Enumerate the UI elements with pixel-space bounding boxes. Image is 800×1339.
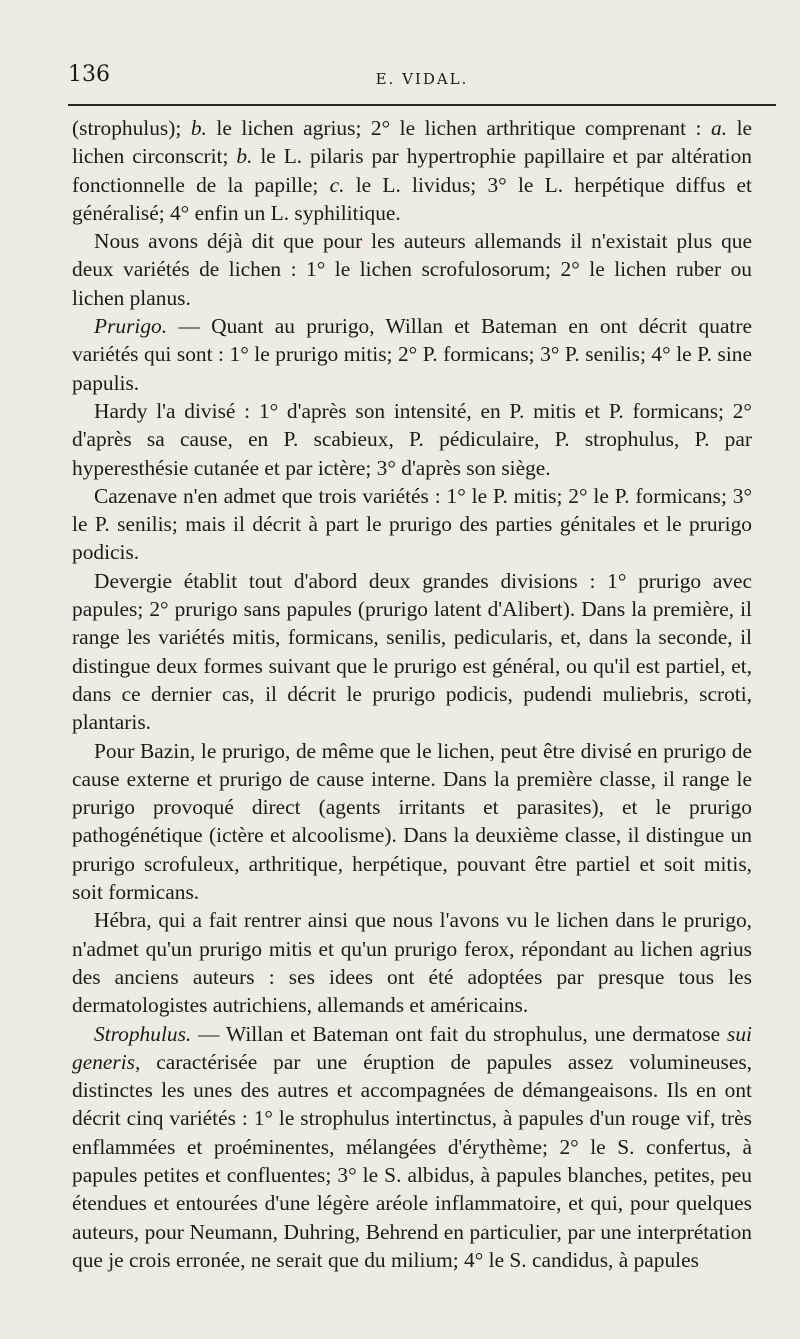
text-run: le lichen agrius; 2° le lichen arthritique comprenant : — [206, 116, 711, 140]
text-run: le L. pilaris par hypertrophie papillaire et par altération fonctionnelle de la papille; — [72, 144, 752, 197]
paragraph — [72, 312, 752, 397]
text-run: (strophulus); — [72, 116, 191, 140]
text-run: Pour Bazin, le prurigo, de même que le lichen, peut être divisé en prurigo de cause externe et prurigo de cause interne. Dans la première classe, il range le prurigo provoqué direct (agents irritants et parasites), et le prurigo pathogénétique (ictère et alcoolisme). Dans la deuxième classe, il distingue un prurigo scrofuleux, arthritique, herpétique, pouvant être partiel et soit mitis, soit formicans. — [72, 738, 752, 905]
italic-run: a. — [711, 116, 728, 140]
text-run: Nous avons déjà dit que pour les auteurs allemands il n'existait plus que deux variétés de lichen : 1° le lichen scrofulosorum; 2° le lichen ruber ou lichen planus. — [72, 229, 752, 310]
text-run: Devergie établit tout d'abord deux grandes divisions : 1° prurigo avec papules; 2° prurigo sans papules (prurigo latent d'Alibert). Dans la première, il range les variétés mitis, formicans, senilis, pedicularis, et, dans la seconde, il distingue deux formes suivant que le prurigo est général, ou qu'il est partiel, et, dans ce dernier cas, il décrit le prurigo podicis, pudendi muliebris, scroti, plantaris. — [72, 568, 752, 735]
text-run: Hardy l'a divisé : 1° d'après son intensité, en P. mitis et P. formicans; 2° d'après sa cause, en P. scabieux, P. pédiculaire, P. strophulus, P. par hyperesthésie cutanée et par ictère; 3° d'après son siège. — [72, 398, 752, 480]
italic-run: Prurigo. — [94, 314, 168, 339]
italic-run: Strophulus. — [94, 1021, 192, 1046]
paragraph — [72, 737, 752, 907]
text-run: le lichen circonscrit; — [72, 116, 753, 169]
paragraph — [72, 114, 752, 227]
text-run: Cazenave n'en admet que trois variétés : 1° le P. mitis; 2° le P. formicans; 3° le P. senilis; mais il décrit à part le prurigo des parties génitales et le prurigo podicis. — [72, 483, 752, 565]
paragraph — [72, 227, 752, 312]
header-rule — [68, 104, 776, 106]
italic-run: b. — [236, 144, 253, 169]
text-run: Hébra, qui a fait rentrer ainsi que nous l'avons vu le lichen dans le prurigo, n'admet qu'un prurigo mitis et qu'un prurigo ferox, répondant au lichen agrius des anciens auteurs : ses idees ont été adoptées par presque tous les dermatologistes autrichiens, allemands et américains. — [72, 908, 752, 1018]
italic-run: sui generis, — [72, 1021, 752, 1074]
paragraph — [72, 482, 752, 567]
text-run: le L. lividus; 3° le L. herpétique diffus et généralisé; 4° enfin un L. syphilitique. — [72, 172, 752, 225]
page-header — [68, 62, 776, 92]
italic-run: b. — [190, 116, 207, 140]
text-run: — Willan et Bateman ont fait du strophulus, une dermatose — [191, 1021, 728, 1046]
paragraph — [72, 1020, 752, 1275]
running-head: E. VIDAL. — [375, 70, 469, 88]
paragraph — [72, 567, 752, 737]
paragraph — [72, 906, 752, 1019]
text-run: caractérisée par une éruption de papules assez volumineuses, distinctes les unes des autres et accompagnées de démangeaisons. Ils en ont décrit cinq variétés : 1° le strophulus intertinctus, à papules d'un rouge vif, très enflammées et proéminentes, mélangées d'érythème; 2° le S. confertus, à papules petites et confluentes; 3° le S. albidus, à papules blanches, petites, peu étendues et entourées d'une légère aréole inflammatoire, et qui, pour quelques auteurs, pour Neumann, Duhring, Behrend en particulier, par une interprétation que je crois erronée, ne serait que du milium; 4° le S. candidus, à papules — [72, 1049, 752, 1272]
body-text — [72, 114, 752, 1274]
paragraph — [72, 397, 752, 482]
page-number: 136 — [68, 62, 110, 87]
italic-run: c. — [329, 172, 345, 197]
text-run: — Quant au prurigo, Willan et Bateman en ont décrit quatre variétés qui sont : 1° le prurigo mitis; 2° P. formicans; 3° P. senilis; 4° le P. sine papulis. — [72, 314, 752, 395]
